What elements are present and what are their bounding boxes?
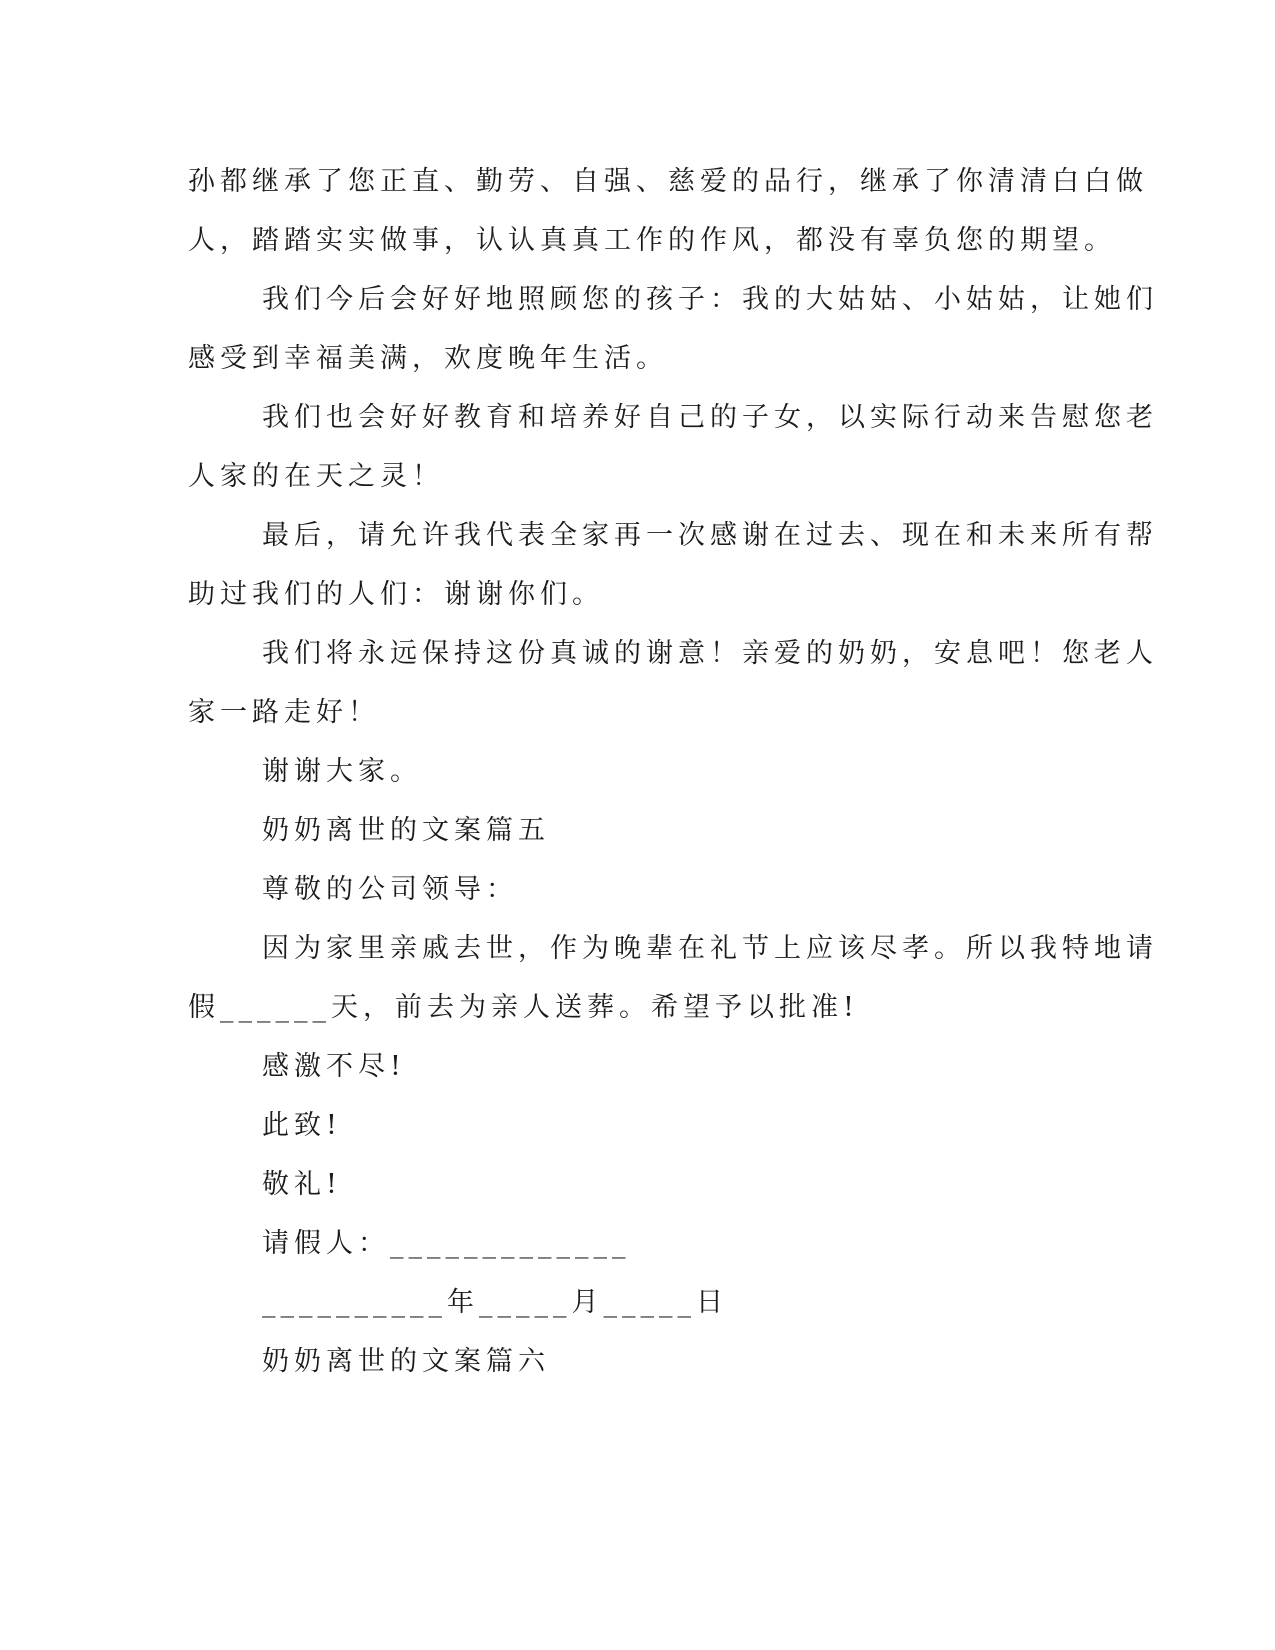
paragraph-line: 最后，请允许我代表全家再一次感谢在过去、现在和未来所有帮 — [262, 520, 1158, 551]
letter-closing: 敬礼! — [262, 1169, 342, 1200]
paragraph-line: 我们今后会好好地照顾您的孩子：我的大姑姑、小姑姑，让她们 — [262, 284, 1158, 315]
letter-closing: 感激不尽! — [262, 1051, 406, 1082]
paragraph-line: 人家的在天之灵！ — [188, 461, 444, 492]
paragraph-line: 假______天，前去为亲人送葬。希望予以批准! — [188, 992, 859, 1023]
paragraph-line: 感受到幸福美满，欢度晚年生活。 — [188, 343, 668, 374]
date-line: __________年_____月_____日 — [262, 1287, 728, 1318]
paragraph-line: 我们将永远保持这份真诚的谢意！亲爱的奶奶，安息吧！您老人 — [262, 638, 1158, 669]
paragraph-line: 人，踏踏实实做事，认认真真工作的作风，都没有辜负您的期望。 — [188, 225, 1116, 256]
paragraph-line: 谢谢大家。 — [262, 756, 422, 787]
section-heading: 奶奶离世的文案篇六 — [262, 1346, 550, 1377]
letter-salutation: 尊敬的公司领导： — [262, 874, 518, 905]
signature-line: 请假人：_____________ — [262, 1228, 631, 1259]
paragraph-line: 家一路走好！ — [188, 697, 380, 728]
paragraph-line: 助过我们的人们：谢谢你们。 — [188, 579, 604, 610]
paragraph-line: 孙都继承了您正直、勤劳、自强、慈爱的品行，继承了你清清白白做 — [188, 166, 1148, 197]
section-heading: 奶奶离世的文案篇五 — [262, 815, 550, 846]
paragraph-line: 因为家里亲戚去世，作为晚辈在礼节上应该尽孝。所以我特地请 — [262, 933, 1158, 964]
paragraph-line: 我们也会好好教育和培养好自己的子女，以实际行动来告慰您老 — [262, 402, 1158, 433]
letter-closing: 此致! — [262, 1110, 342, 1141]
